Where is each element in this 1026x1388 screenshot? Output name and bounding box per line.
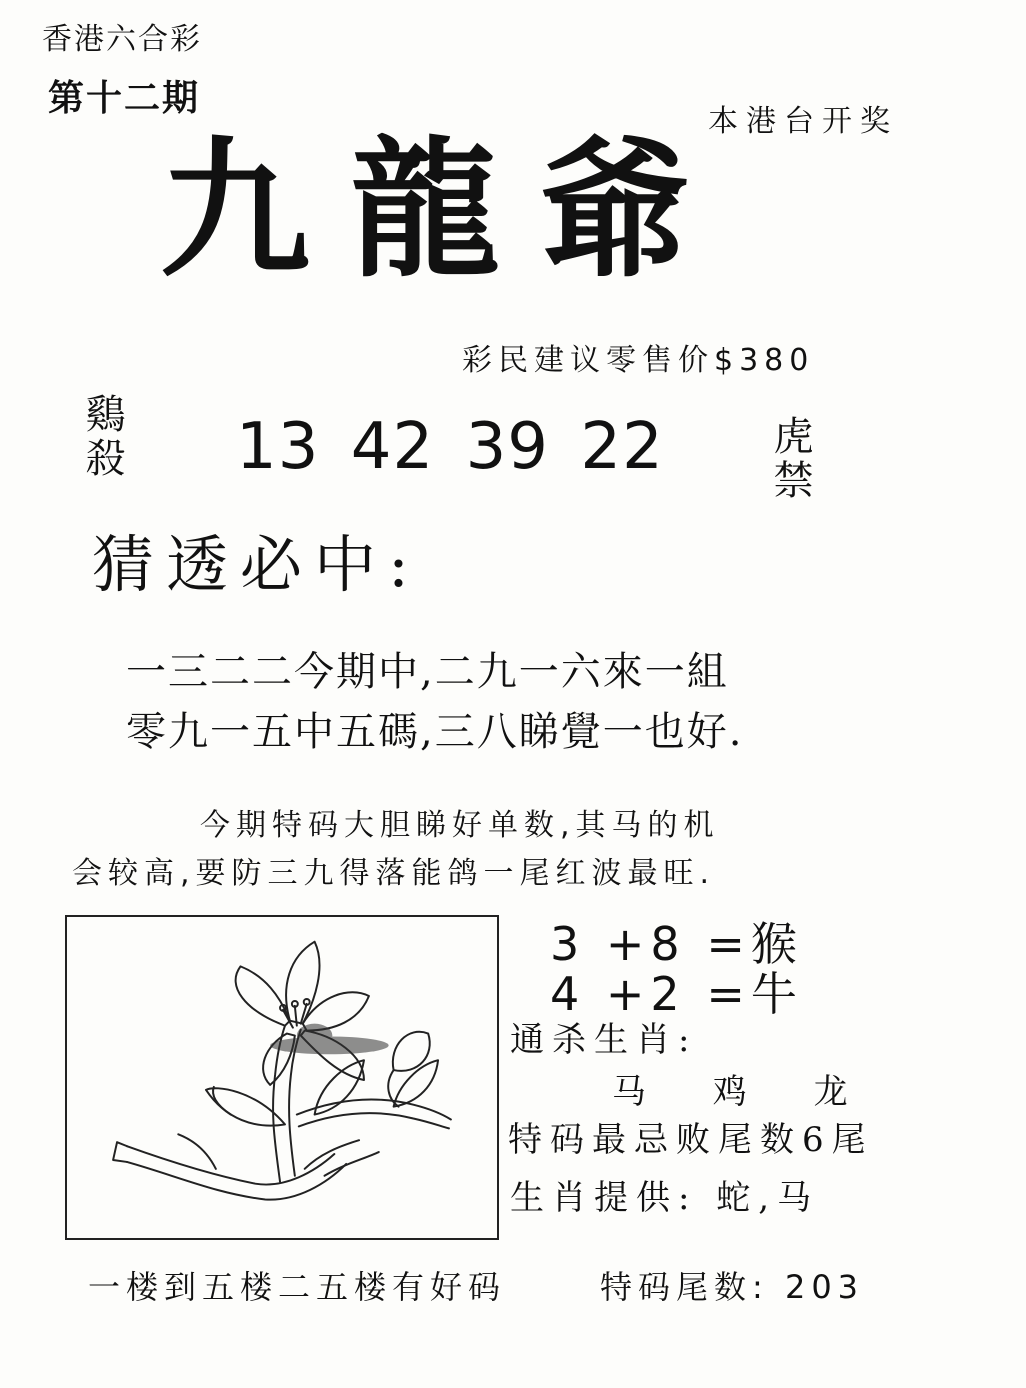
main-title: 九龍爺: [160, 122, 731, 298]
number-row: [236, 410, 674, 484]
paragraph-line-1: 今期特码大胆睇好单数,其马的机: [200, 808, 720, 843]
footer-right-note: 特码尾数: 203: [600, 1268, 865, 1306]
kill-zodiac-label: 通杀生肖:: [510, 1020, 698, 1060]
left-vertical-label: 鷄殺: [79, 393, 125, 481]
poem-line-1: 一三二二今期中,二九一六來一組: [126, 649, 729, 695]
number-item: 39: [465, 410, 549, 484]
footer-left-note: 一楼到五楼二五楼有好码: [88, 1268, 507, 1306]
price-note: 彩民建议零售价$380: [462, 343, 815, 378]
brand-title: 香港六合彩: [42, 22, 202, 57]
draw-note: 本港台开奖: [708, 104, 898, 139]
zodiac-provide-line: 生肖提供: 蛇,马: [510, 1178, 820, 1218]
equation-2: 4 +2 =牛: [550, 967, 803, 1021]
number-item: 22: [580, 410, 664, 484]
poem-line-2: 零九一五中五碼,三八睇覺一也好.: [126, 709, 744, 755]
paragraph-line-2: 会较高,要防三九得落能鸽一尾红波最旺.: [72, 856, 716, 891]
right-vertical-label: 虎禁: [767, 415, 813, 503]
kill-zodiac-values: 马 鸡 龙: [612, 1072, 876, 1112]
equation-1: 3 +8 =猴: [550, 917, 803, 971]
issue-number: 第十二期: [48, 77, 201, 119]
headline: 猜透必中:: [92, 528, 421, 601]
avoid-tail-line: 特码最忌败尾数6尾: [508, 1120, 874, 1160]
flower-branch-icon: [67, 917, 497, 1238]
number-item: 42: [350, 410, 435, 484]
flower-illustration: [65, 915, 499, 1240]
number-item: 13: [236, 410, 320, 484]
